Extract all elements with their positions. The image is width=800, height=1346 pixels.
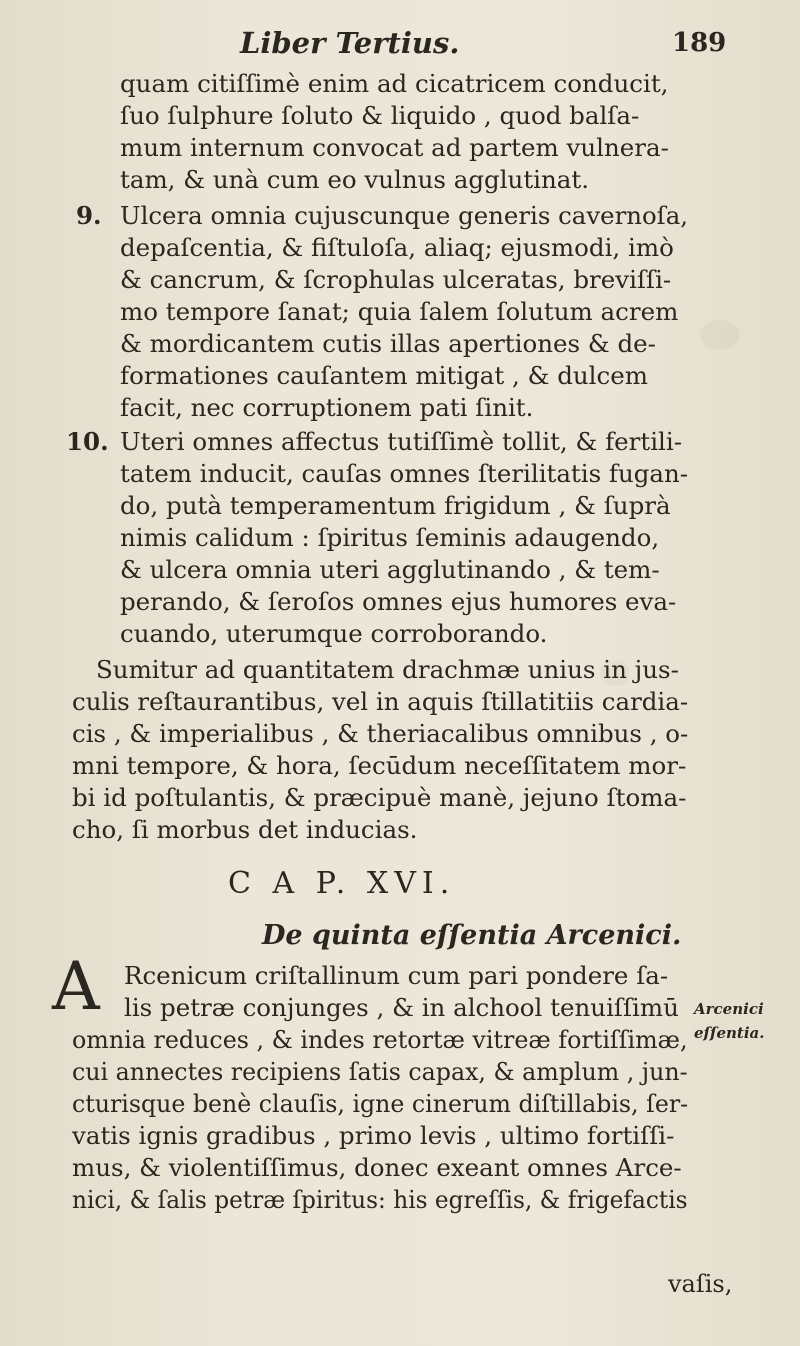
text-line: mni tempore, & hora, ſecūdum neceſſitatem mor- <box>72 751 687 780</box>
text-line: nici, & ſalis petræ ſpiritus: his egreſſis, & frigefactis <box>72 1185 688 1214</box>
text-line: formationes cauſantem mitigat , & dulcem <box>120 361 648 390</box>
text-line: mo tempore ſanat; quia ſalem ſolutum acrem <box>120 297 679 326</box>
text-line: Ulcera omnia cujuscunque generis cavernoſa, <box>120 201 689 230</box>
text-line: ſuo ſulphure ſoluto & liquido , quod balſa- <box>120 101 640 130</box>
drop-cap: A <box>52 948 100 1025</box>
text-line: Sumitur ad quantitatem drachmæ unius in jus- <box>96 655 679 684</box>
text-line: Rcenicum criſtallinum cum pari pondere ſa- <box>124 961 669 990</box>
text-line: lis petræ conjunges , & in alchool tenuiſſimū <box>124 993 679 1022</box>
text-line: vatis ignis gradibus , primo levis , ultimo fortiſſi- <box>72 1121 675 1150</box>
text-line: mum internum convocat ad partem vulnera- <box>120 133 669 162</box>
text-line: quam citiſſimè enim ad cicatricem conducit, <box>120 69 669 98</box>
text-line: omnia reduces , & indes retortæ vitreæ fortiſſimæ, <box>72 1025 688 1054</box>
text-line: cho, ſi morbus det inducias. <box>72 815 418 844</box>
text-line: mus, & violentiſſimus, donec exeant omnes Arce- <box>72 1153 682 1182</box>
margin-note: eſſentia. <box>694 1024 765 1042</box>
text-line: bi id poſtulantis, & præcipuè manè, jejuno ſtoma- <box>72 783 687 812</box>
text-line: culis reſtaurantibus, vel in aquis ſtillatitiis cardia- <box>72 687 689 716</box>
chapter-subtitle: De quinta eſſentia Arcenici. <box>262 920 682 951</box>
text-line: facit, nec corruptionem pati ſinit. <box>120 393 534 422</box>
chapter-heading: C A P. XVI. <box>228 866 456 901</box>
item-number: 10. <box>66 427 109 456</box>
text-line: & mordicantem cutis illas apertiones & de- <box>120 329 656 358</box>
ink-stain <box>700 320 740 350</box>
margin-note: Arcenici <box>694 1000 764 1018</box>
page-header <box>0 26 800 66</box>
text-line: & ulcera omnia uteri agglutinando , & tem- <box>120 555 660 584</box>
catchword: vaſis, <box>668 1270 733 1298</box>
item-number: 9. <box>76 201 102 230</box>
text-line: tatem inducit, cauſas omnes ſterilitatis fugan- <box>120 459 688 488</box>
page-number: 189 <box>672 28 727 58</box>
text-line: perando, & ſeroſos omnes ejus humores eva- <box>120 587 677 616</box>
text-line: cturisque benè clauſis, igne cinerum diſtillabis, ſer- <box>72 1089 689 1118</box>
running-title: Liber Tertius. <box>240 26 460 60</box>
text-line: nimis calidum : ſpiritus ſeminis adaugendo, <box>120 523 660 552</box>
text-line: tam, & unà cum eo vulnus agglutinat. <box>120 165 590 194</box>
text-line: Uteri omnes affectus tutiſſimè tollit, & fertili- <box>120 427 682 456</box>
text-line: do, putà temperamentum frigidum , & ſuprà <box>120 491 671 520</box>
text-line: cui annectes recipiens ſatis capax, & amplum , jun- <box>72 1057 688 1086</box>
text-line: cuando, uterumque corroborando. <box>120 619 548 648</box>
text-line: depaſcentia, & fiſtuloſa, aliaq; ejusmodi, imò <box>120 233 674 262</box>
text-line: & cancrum, & ſcrophulas ulceratas, breviſſi- <box>120 265 672 294</box>
text-line: cis , & imperialibus , & theriacalibus omnibus , o- <box>72 719 689 748</box>
